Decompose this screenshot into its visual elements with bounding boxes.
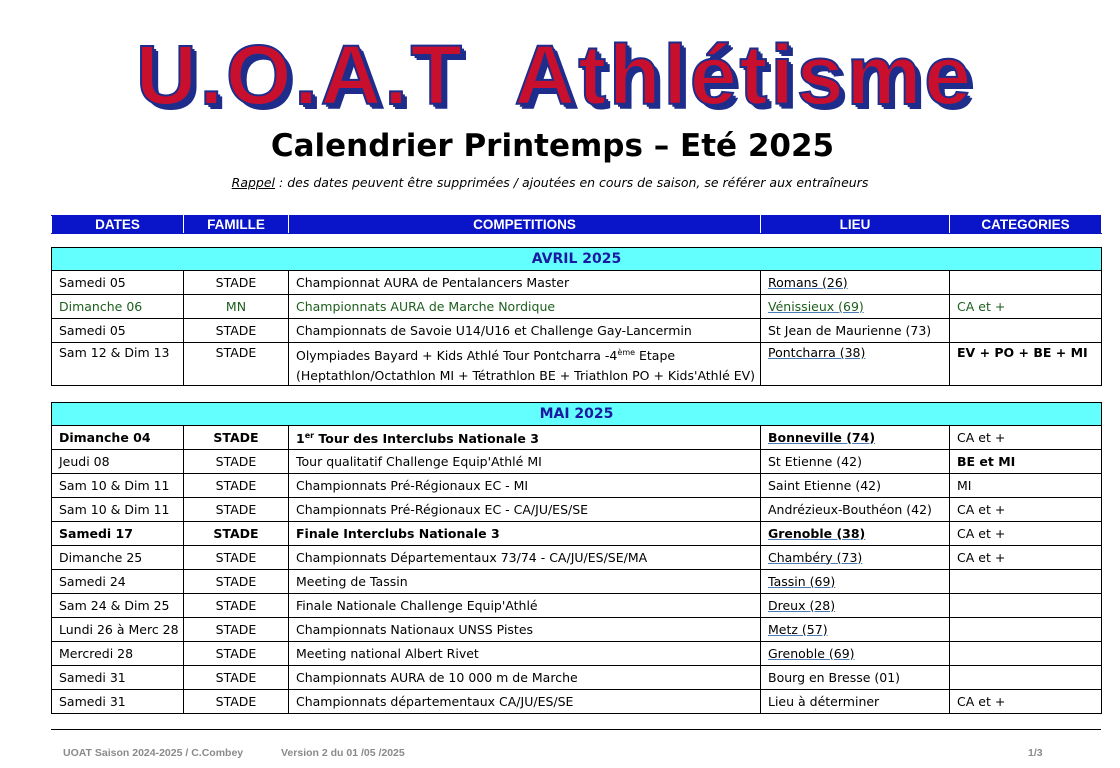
event-competition: Tour qualitatif Challenge Equip'Athlé MI bbox=[289, 450, 761, 474]
event-lieu-text: Tassin (69) bbox=[768, 573, 836, 589]
event-categories: CA et + bbox=[950, 546, 1102, 570]
event-lieu bbox=[761, 570, 950, 594]
event-lieu bbox=[761, 546, 950, 570]
event-lieu bbox=[761, 642, 950, 666]
month-header-avril: AVRIL 2025 bbox=[52, 248, 1102, 271]
event-lieu-text: Vénissieux (69) bbox=[768, 298, 864, 314]
page-number: 1/3 bbox=[1028, 747, 1043, 759]
column-header-famille: FAMILLE bbox=[184, 216, 289, 234]
event-competition-end: Etape bbox=[635, 348, 676, 364]
event-famille: STADE bbox=[184, 343, 289, 386]
event-categories: BE et MI bbox=[950, 450, 1102, 474]
event-categories: CA et + bbox=[950, 426, 1102, 450]
footer-season: UOAT Saison 2024-2025 / C.Combey bbox=[63, 747, 244, 759]
table-row bbox=[52, 594, 1102, 618]
avril-table bbox=[51, 247, 1102, 386]
event-competition-sup: ème bbox=[617, 348, 636, 357]
event-competition bbox=[289, 426, 761, 450]
event-date: Dimanche 25 bbox=[52, 546, 184, 570]
column-header bbox=[51, 215, 1102, 234]
event-lieu: Andrézieux-Bouthéon (42) bbox=[761, 498, 950, 522]
calendar-title: Calendrier Printemps – Eté 2025 bbox=[270, 128, 835, 164]
footer-divider bbox=[51, 729, 1101, 730]
event-competition: Meeting de Tassin bbox=[289, 570, 761, 594]
event-date: Dimanche 06 bbox=[52, 295, 184, 319]
event-lieu-text: Metz (57) bbox=[768, 621, 828, 637]
event-date: Sam 12 & Dim 13 bbox=[52, 343, 184, 386]
event-competition: Championnats Départementaux 73/74 - CA/JU/ES/SE/MA bbox=[289, 546, 761, 570]
event-lieu bbox=[761, 271, 950, 295]
event-famille: STADE bbox=[184, 450, 289, 474]
event-competition: Finale Nationale Challenge Equip'Athlé bbox=[289, 594, 761, 618]
event-date: Jeudi 08 bbox=[52, 450, 184, 474]
event-lieu: St Etienne (42) bbox=[761, 450, 950, 474]
event-famille: STADE bbox=[184, 498, 289, 522]
event-date: Sam 10 & Dim 11 bbox=[52, 498, 184, 522]
event-lieu-text: Grenoble (38) bbox=[768, 525, 866, 541]
event-categories bbox=[950, 594, 1102, 618]
event-categories bbox=[950, 319, 1102, 343]
table-row bbox=[52, 426, 1102, 450]
event-competition-sup: er bbox=[304, 430, 315, 440]
event-famille: STADE bbox=[184, 642, 289, 666]
column-header-competitions: COMPETITIONS bbox=[289, 216, 761, 234]
column-header-lieu: LIEU bbox=[761, 216, 950, 234]
column-header-categories: CATEGORIES bbox=[950, 216, 1102, 234]
event-lieu-text: Grenoble (69) bbox=[768, 645, 855, 661]
table-row bbox=[52, 295, 1102, 319]
event-categories: CA et + bbox=[950, 498, 1102, 522]
table-row bbox=[52, 618, 1102, 642]
event-date: Samedi 24 bbox=[52, 570, 184, 594]
event-lieu bbox=[761, 522, 950, 546]
event-date: Samedi 05 bbox=[52, 271, 184, 295]
event-competition: Championnats départementaux CA/JU/ES/SE bbox=[289, 690, 761, 714]
event-famille: STADE bbox=[184, 426, 289, 450]
event-categories: CA et + bbox=[950, 522, 1102, 546]
event-lieu-text: Pontcharra (38) bbox=[768, 345, 866, 360]
event-date: Sam 24 & Dim 25 bbox=[52, 594, 184, 618]
event-categories bbox=[950, 570, 1102, 594]
event-famille: STADE bbox=[184, 618, 289, 642]
event-competition: Championnats AURA de 10 000 m de Marche bbox=[289, 666, 761, 690]
event-categories bbox=[950, 618, 1102, 642]
event-competition-end: Tour des Interclubs Nationale 3 bbox=[314, 431, 539, 447]
event-date: Samedi 31 bbox=[52, 690, 184, 714]
event-date: Dimanche 04 bbox=[52, 426, 184, 450]
event-famille: STADE bbox=[184, 474, 289, 498]
club-banner: U.O.A.T Athlétisme bbox=[136, 28, 974, 122]
event-lieu bbox=[761, 618, 950, 642]
event-categories bbox=[950, 666, 1102, 690]
event-famille: STADE bbox=[184, 546, 289, 570]
event-competition-text: Olympiades Bayard + Kids Athlé Tour Pontcharra -4 bbox=[296, 348, 618, 364]
table-row bbox=[52, 522, 1102, 546]
event-categories bbox=[950, 642, 1102, 666]
event-competition: Championnats Nationaux UNSS Pistes bbox=[289, 618, 761, 642]
reminder-note bbox=[0, 175, 1100, 191]
table-row bbox=[52, 271, 1102, 295]
table-row bbox=[52, 690, 1102, 714]
event-competition bbox=[289, 343, 761, 386]
table-row bbox=[52, 474, 1102, 498]
event-famille: STADE bbox=[184, 271, 289, 295]
reminder-text: : des dates peuvent être supprimées / ajoutées en cours de saison, se référer aux entraîneurs bbox=[279, 175, 869, 190]
event-famille: MN bbox=[184, 295, 289, 319]
event-date: Mercredi 28 bbox=[52, 642, 184, 666]
event-lieu: Bourg en Bresse (01) bbox=[761, 666, 950, 690]
event-competition: Finale Interclubs Nationale 3 bbox=[289, 522, 761, 546]
event-categories: MI bbox=[950, 474, 1102, 498]
table-row bbox=[52, 546, 1102, 570]
event-date: Samedi 05 bbox=[52, 319, 184, 343]
event-competition: Championnats de Savoie U14/U16 et Challenge Gay-Lancermin bbox=[289, 319, 761, 343]
event-famille: STADE bbox=[184, 594, 289, 618]
event-competition-line1 bbox=[296, 345, 753, 364]
event-categories: CA et + bbox=[950, 690, 1102, 714]
table-row bbox=[52, 570, 1102, 594]
event-lieu: Saint Etienne (42) bbox=[761, 474, 950, 498]
event-famille: STADE bbox=[184, 570, 289, 594]
footer-version: Version 2 du 01 /05 /2025 bbox=[281, 747, 405, 759]
event-date: Samedi 31 bbox=[52, 666, 184, 690]
event-lieu-text: Chambéry (73) bbox=[768, 549, 863, 565]
event-famille: STADE bbox=[184, 690, 289, 714]
event-lieu: St Jean de Maurienne (73) bbox=[761, 319, 950, 343]
event-competition-text: 1 bbox=[296, 431, 305, 447]
table-row bbox=[52, 319, 1102, 343]
event-famille: STADE bbox=[184, 522, 289, 546]
table-row bbox=[52, 666, 1102, 690]
event-famille: STADE bbox=[184, 319, 289, 343]
event-competition: Championnats Pré-Régionaux EC - CA/JU/ES/SE bbox=[289, 498, 761, 522]
mai-table bbox=[51, 402, 1102, 714]
event-date: Samedi 17 bbox=[52, 522, 184, 546]
month-header-mai: MAI 2025 bbox=[52, 403, 1102, 426]
event-categories: EV + PO + BE + MI bbox=[950, 343, 1102, 386]
event-competition: Championnat AURA de Pentalancers Master bbox=[289, 271, 761, 295]
table-row bbox=[52, 343, 1102, 386]
reminder-label: Rappel bbox=[231, 175, 276, 190]
event-competition: Championnats Pré-Régionaux EC - MI bbox=[289, 474, 761, 498]
column-header-dates: DATES bbox=[52, 216, 184, 234]
event-categories bbox=[950, 271, 1102, 295]
event-competition: Meeting national Albert Rivet bbox=[289, 642, 761, 666]
event-lieu-text: Dreux (28) bbox=[768, 597, 836, 613]
table-row bbox=[52, 642, 1102, 666]
event-lieu bbox=[761, 343, 950, 386]
event-lieu bbox=[761, 594, 950, 618]
event-famille: STADE bbox=[184, 666, 289, 690]
event-categories: CA et + bbox=[950, 295, 1102, 319]
table-row bbox=[52, 498, 1102, 522]
event-competition: Championnats AURA de Marche Nordique bbox=[289, 295, 761, 319]
event-date: Sam 10 & Dim 11 bbox=[52, 474, 184, 498]
event-lieu-text: Bonneville (74) bbox=[768, 429, 876, 445]
event-lieu bbox=[761, 426, 950, 450]
event-competition-line2: (Heptathlon/Octathlon MI + Tétrathlon BE + Triathlon PO + Kids'Athlé EV) bbox=[296, 368, 756, 384]
event-lieu: Lieu à déterminer bbox=[761, 690, 950, 714]
table-row bbox=[52, 450, 1102, 474]
event-lieu-text: Romans (26) bbox=[768, 274, 848, 290]
event-lieu bbox=[761, 295, 950, 319]
event-date: Lundi 26 à Merc 28 bbox=[52, 618, 184, 642]
